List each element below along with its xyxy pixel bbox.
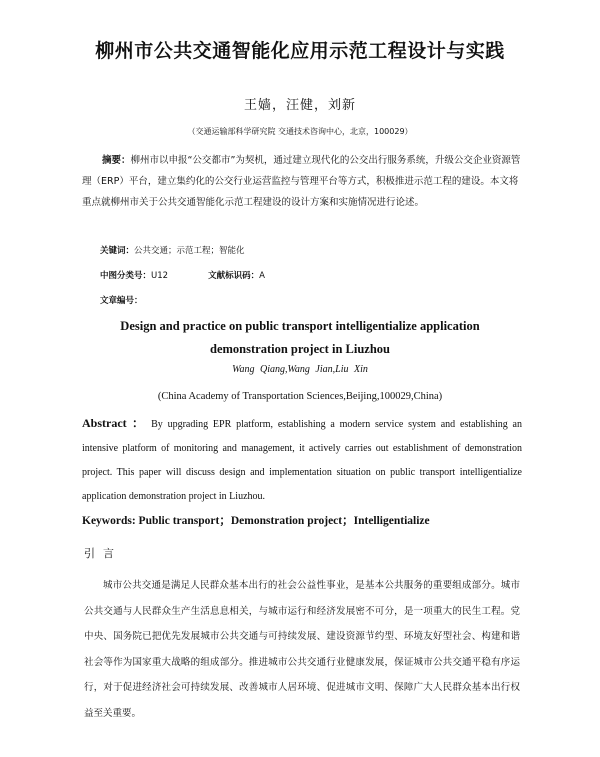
section-heading-intro: 引言 (84, 547, 122, 560)
clc-label: 中图分类号： (100, 271, 152, 281)
article-number-label: 文章编号： (100, 296, 143, 306)
keywords-label-cn: 关键词： (100, 246, 135, 256)
paper-title-en-line1: Design and practice on public transport intelligentialize application (120, 319, 480, 333)
abstract-text-en: By upgrading EPR platform, establishing a modern service system and establishing an intensive platform of monitoring and management, it actively carries out establishment of demonstration project. This paper will discuss design and implementation situation on public transport intelligentialize application demonstration project in Liuzhou. (82, 419, 522, 502)
intro-paragraph: 城市公共交通是满足人民群众基本出行的社会公益性事业，是基本公共服务的重要组成部分。城市公共交通与人民群众生产生活息息相关，与城市运行和经济发展密不可分，是一项重大的民生工程。党中央、国务院已把优先发展城市公共交通与可持续发展、建设资源节约型、环境友好型社会、构建和谐社会等作为国家重大战略的组成部分。推进城市公共交通行业健康发展，保证城市公共交通平稳有序运行，对于促进经济社会可持续发展、改善城市人居环境、促进城市文明、保障广大人民群众基本出行权益至关重要。 (84, 580, 520, 719)
abstract-label-cn: 摘要： (102, 155, 131, 166)
keywords-value-en: Public transport；Demonstration project；Intelligentialize (138, 515, 430, 527)
classification-line (100, 269, 265, 281)
doc-code-label: 文献标识码： (208, 271, 260, 281)
paper-title-cn: 柳州市公共交通智能化应用示范工程设计与实践 (95, 40, 505, 62)
authors-en: Wang Qiang,Wang Jian,Liu Xin (232, 364, 368, 375)
abstract-label-en: Abstract ： (82, 416, 147, 430)
doc-code-value: A (259, 271, 265, 281)
paper-title-en-line2: demonstration project in Liuzhou (210, 342, 390, 356)
authors-cn: 王嫱，汪健，刘新 (243, 98, 356, 113)
abstract-cn (82, 150, 522, 213)
abstract-en (82, 411, 522, 509)
clc-value: U12 (151, 271, 169, 281)
affiliation-cn: （交通运输部科学研究院 交通技术咨询中心，北京，100029） (187, 127, 413, 136)
affiliation-en: (China Academy of Transportation Sciences,Beijing,100029,China) (157, 391, 443, 402)
abstract-text-cn: 柳州市以申报“公交都市”为契机，通过建立现代化的公交出行服务系统，升级公交企业资源管理（ERP）平台，建立集约化的公交行业运营监控与管理平台等方式，积极推进示范工程的建设。本文将重点就柳州市关于公共交通智能化示范工程建设的设计方案和实施情况进行论述。 (82, 155, 521, 208)
keywords-en (82, 512, 522, 528)
keywords-cn (100, 244, 245, 256)
keywords-label-en: Keywords: (82, 515, 136, 527)
keywords-value-cn: 公共交通；示范工程；智能化 (134, 246, 245, 256)
